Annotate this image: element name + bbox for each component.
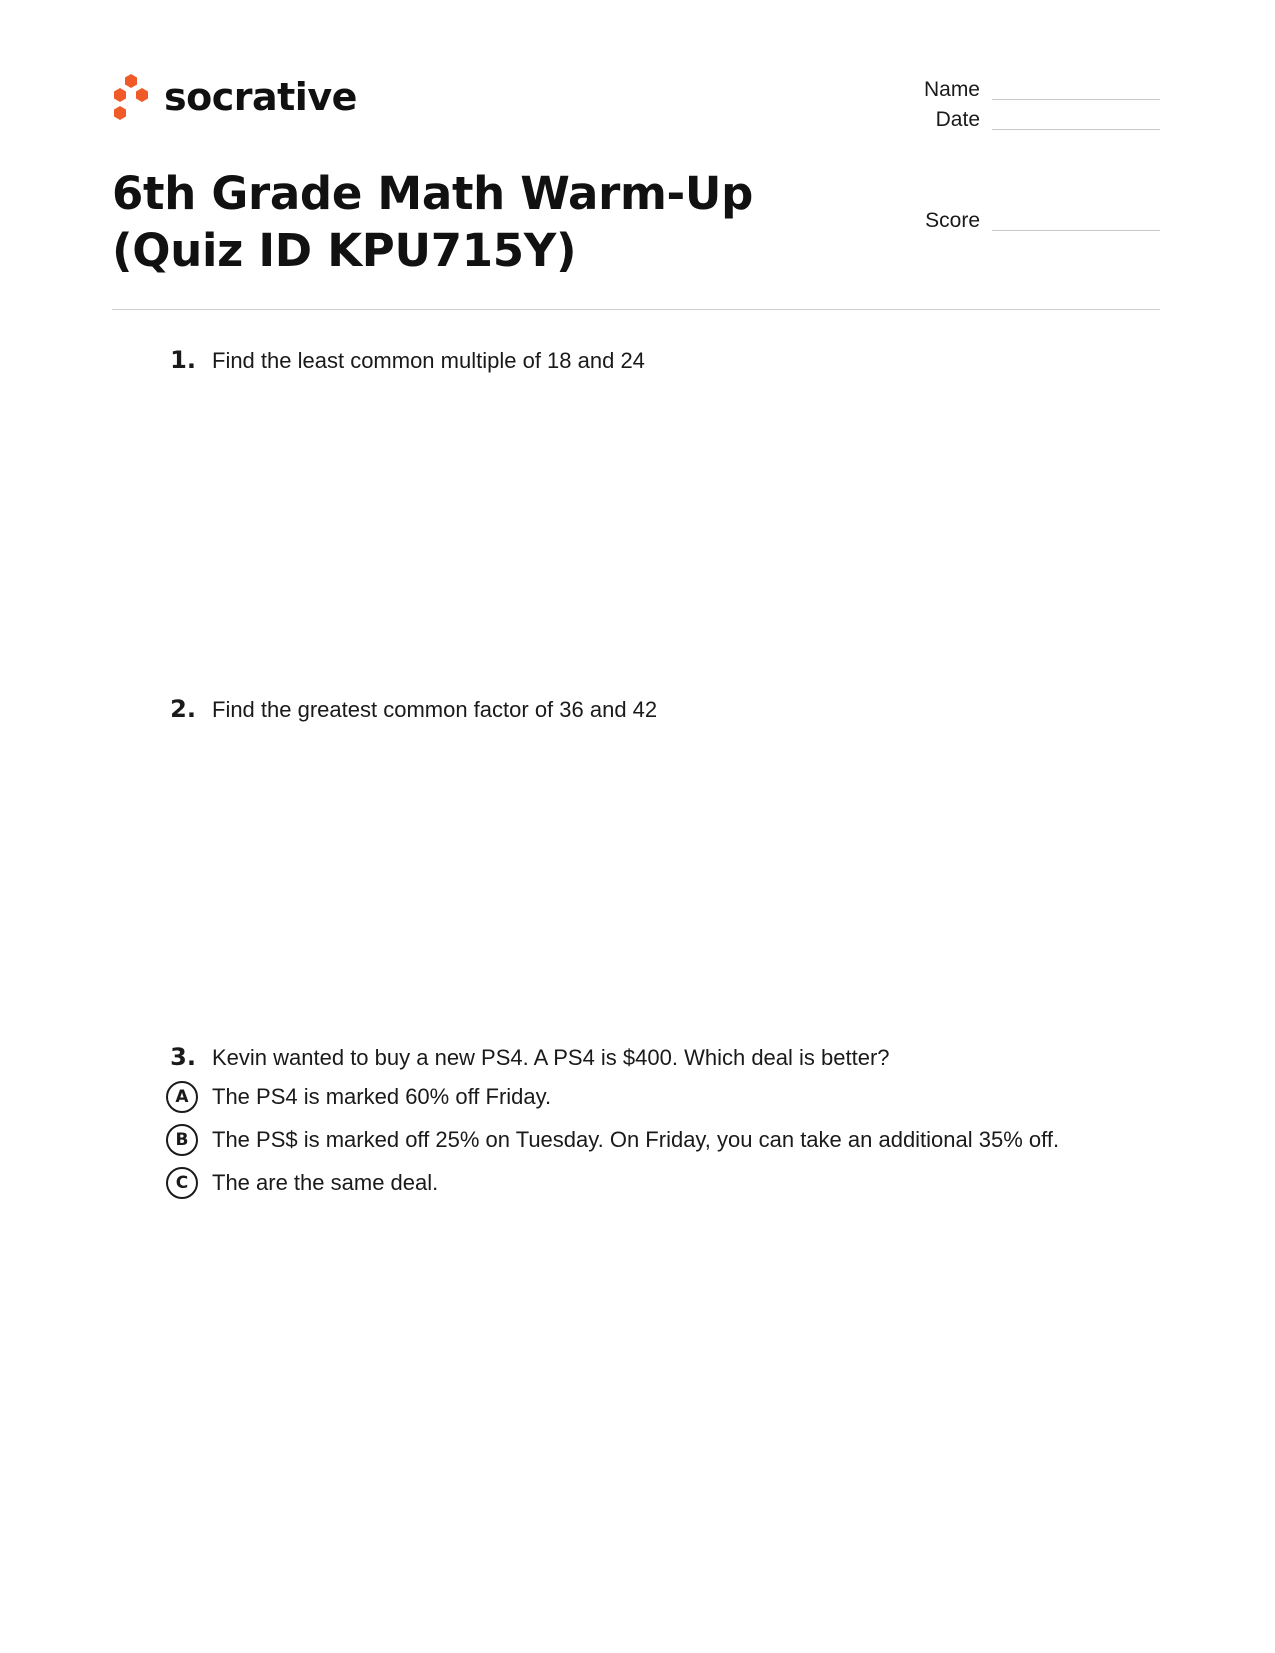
answer-option-a[interactable] [166,1081,551,1113]
date-field[interactable] [992,129,1160,130]
option-text: The PS$ is marked off 25% on Tuesday. On Friday, you can take an additional 35% off. [212,1127,1060,1152]
page-title: 6th Grade Math Warm-Up (Quiz ID KPU715Y) [112,167,754,277]
option-letter-b: B [166,1124,198,1156]
answer-option-b[interactable] [166,1124,1059,1156]
option-text: The are the same deal. [212,1170,439,1195]
question-text: Find the greatest common factor of 36 and 42 [212,697,658,722]
answer-option-c[interactable] [166,1167,438,1199]
question-2 [160,695,657,723]
name-field[interactable] [992,99,1160,100]
header-divider [112,309,1160,310]
score-label: Score [925,209,980,232]
question-3 [160,1043,890,1071]
question-number: 3. [170,1043,196,1071]
question-1 [160,346,645,374]
question-number: 1. [170,346,196,374]
brand-name: socrative [164,75,357,119]
hexagon-cluster-icon [112,72,150,122]
option-text: The PS4 is marked 60% off Friday. [212,1084,552,1109]
date-label: Date [935,108,980,131]
question-text: Kevin wanted to buy a new PS4. A PS4 is $400. Which deal is better? [212,1045,890,1070]
name-label: Name [923,78,980,101]
socrative-logo [112,72,357,122]
score-field[interactable] [992,230,1160,231]
option-letter-c: C [166,1167,198,1199]
question-number: 2. [170,695,196,723]
option-letter-a: A [166,1081,198,1113]
question-text: Find the least common multiple of 18 and 24 [212,348,645,373]
